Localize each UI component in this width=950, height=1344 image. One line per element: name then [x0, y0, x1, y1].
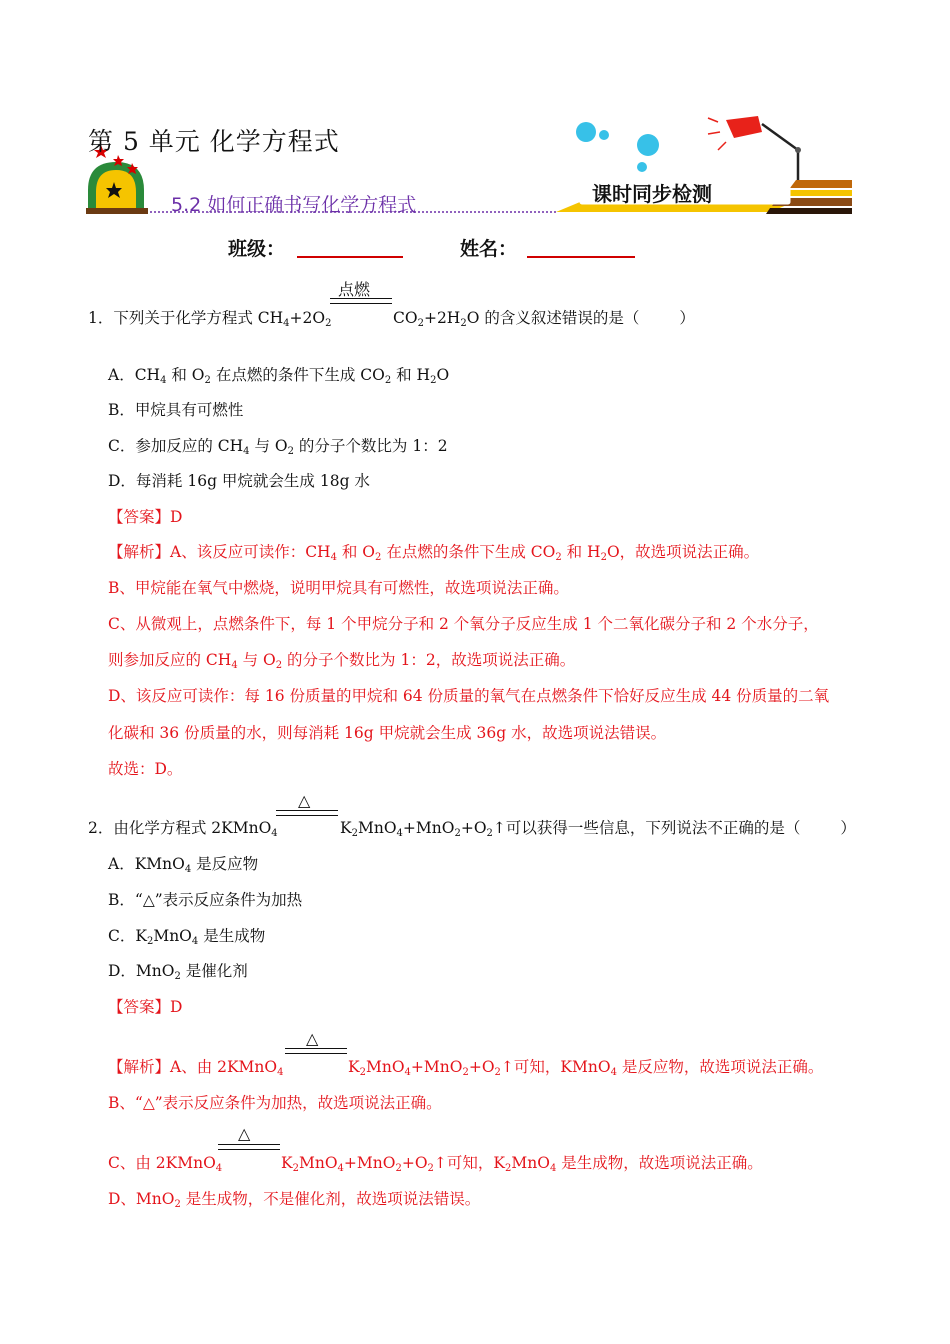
q2-option-a[interactable]: A．KMnO$_4$ 是反应物	[108, 855, 259, 875]
class-label: 班级：	[228, 238, 286, 260]
q1-option-d[interactable]: D．每消耗 16g 甲烷就会生成 18g 水	[108, 472, 370, 490]
q2-explanation-b: B、“△”表示反应条件为加热，故选项说法正确。	[108, 1094, 442, 1112]
q2-exp-c-equals-sign	[218, 1144, 280, 1150]
q2-explanation-d: D、MnO$_2$ 是生成物，不是催化剂，故选项说法错误。	[108, 1190, 481, 1210]
lamp-icon	[708, 116, 801, 184]
q1-explanation-c: C、从微观上，点燃条件下，每 1 个甲烷分子和 2 个氧分子反应生成 1 个二氧化碳分子和 2 个水分子，	[108, 615, 819, 633]
q1-condition: 点燃	[338, 280, 371, 299]
q1-explanation-d-cont: 化碳和 36 份质量的水，则每消耗 16g 甲烷就会生成 36g 水，故选项说法错误。	[108, 724, 667, 742]
q1-stem: 1．下列关于化学方程式 $CH_4+2O_2$	[88, 309, 332, 329]
class-field[interactable]	[297, 256, 403, 258]
q2-exp-c-condition: △	[238, 1124, 251, 1143]
q2-stem: 2．由化学方程式 2KMnO$_4$	[88, 819, 278, 839]
name-field[interactable]	[527, 256, 635, 258]
q1-option-a[interactable]: A．$CH_4$ 和 $O_2$ 在点燃的条件下生成 $CO_2$ 和 $H_2O$	[108, 366, 450, 386]
q1-explanation-a: 【解析】A、该反应可读作：$CH_4$ 和 $O_2$ 在点燃的条件下生成 $CO_2$ 和 $H_2O$，故选项说法正确。	[108, 543, 760, 563]
q2-explanation-c: C、由 2KMnO$_4$	[108, 1154, 223, 1174]
q1-explanation-b: B、甲烷能在氧气中燃烧，说明甲烷具有可燃性，故选项说法正确。	[108, 579, 569, 597]
q1-stem-products: $CO_2+2H_2O$ 的含义叙述错误的是（ ）	[393, 309, 695, 329]
q1-equals-sign	[330, 298, 392, 304]
q2-stem-products: $K_2MnO_4+MnO_2+O_2↑$可以获得一些信息，下列说法不正确的是（ ）	[340, 819, 856, 839]
q2-option-c[interactable]: C．$K_2MnO_4$ 是生成物	[108, 927, 266, 947]
q2-option-b[interactable]: B．“△”表示反应条件为加热	[108, 891, 303, 909]
bubble-icon	[576, 122, 596, 142]
badge-text: 课时同步检测	[592, 182, 712, 206]
q2-answer: 【答案】D	[108, 998, 183, 1016]
q1-conclusion: 故选：D。	[108, 760, 183, 778]
q1-option-c[interactable]: C．参加反应的 $CH_4$ 与 $O_2$ 的分子个数比为 1：2	[108, 437, 448, 457]
q2-option-d[interactable]: D．MnO$_2$ 是催化剂	[108, 962, 248, 982]
unit-title: 第 5 单元 化学方程式	[88, 127, 340, 156]
q2-explanation-a-products: $K_2MnO_4+MnO_2+O_2↑$可知，KMnO$_4$ 是反应物，故选项说法正确。	[348, 1058, 824, 1078]
q2-condition: △	[298, 791, 311, 810]
q2-explanation-a: 【解析】A、由 2KMnO$_4$	[108, 1058, 284, 1078]
q1-explanation-d: D、该反应可读作：每 16 份质量的甲烷和 64 份质量的氧气在点燃条件下恰好反应生成 44 份质量的二氧	[108, 687, 830, 705]
name-label: 姓名：	[460, 238, 518, 260]
q2-exp-a-condition: △	[306, 1029, 319, 1048]
q1-option-b[interactable]: B．甲烷具有可燃性	[108, 401, 244, 419]
q2-equals-sign	[276, 810, 338, 816]
q1-answer: 【答案】D	[108, 508, 183, 526]
q2-exp-a-equals-sign	[285, 1048, 347, 1054]
q2-explanation-c-products: $K_2MnO_4+MnO_2+O_2↑$可知，$K_2MnO_4$ 是生成物，故选项说法正确。	[281, 1154, 763, 1174]
lesson-title: 5.2 如何正确书写化学方程式	[171, 194, 417, 216]
q1-explanation-c-cont: 则参加反应的 $CH_4$ 与 $O_2$ 的分子个数比为 1：2，故选项说法正确。	[108, 651, 576, 671]
